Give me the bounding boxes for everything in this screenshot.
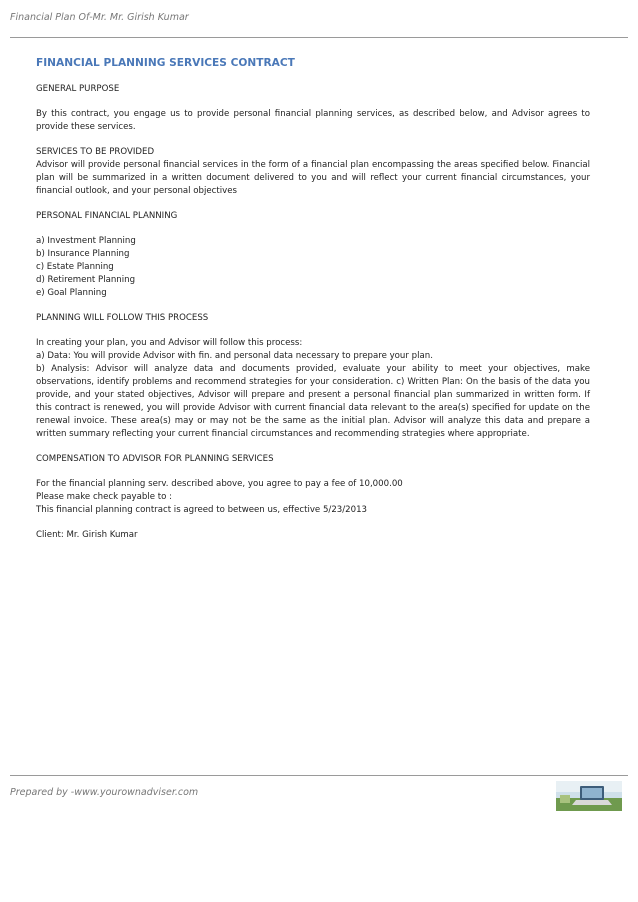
process-analysis: b) Analysis: Advisor will analyze data and documents provided, evaluate your ability to meet your objectives, make observations, identify problems and recommend strategies for your consideration. c) Written Plan: On the basis of the data you provide, and your stated objectives, Advisor will prepare and present a personal financial plan summarized in written form. If this contract is renewed, you will provide Advisor with current financial data relevant to the area(s) specified for update on the renewal invoice. These area(s) may or may not be the same as the initial plan. Advisor will analyze this data and prepare a written summary reflecting your current financial circumstances and recommending strategies where appropriate. [36,364,590,439]
list-item: d) Retirement Planning [36,275,136,285]
contract-body [36,57,590,542]
client-line: Client: Mr. Girish Kumar [36,530,138,540]
list-item: b) Insurance Planning [36,249,130,259]
page-header: Financial Plan Of-Mr. Mr. Girish Kumar [10,12,189,23]
section-heading: GENERAL PURPOSE [36,84,120,94]
section-heading: PLANNING WILL FOLLOW THIS PROCESS [36,313,209,323]
list-item: a) Investment Planning [36,236,136,246]
section-heading: SERVICES TO BE PROVIDED [36,147,155,157]
section-text: By this contract, you engage us to provide personal financial planning services, as described below, and Advisor agrees to provide these services. [36,109,590,132]
section-text: Advisor will provide personal financial services in the form of a financial plan encompassing the areas specified below. Financial plan will be summarized in a written document delivered to you and will reflect your current financial circumstances, your financial outlook, and your personal objectives [36,160,590,196]
fee-line: For the financial planning serv. described above, you agree to pay a fee of 10,000.00 [36,479,403,489]
section-heading: PERSONAL FINANCIAL PLANNING [36,211,178,221]
header-divider [10,37,628,38]
agreement-line: This financial planning contract is agreed to between us, effective 5/23/2013 [36,505,368,515]
check-line: Please make check payable to : [36,492,173,502]
document-title: FINANCIAL PLANNING SERVICES CONTRACT [36,57,295,69]
compensation-section [36,453,590,517]
laptop-thumbnail-icon [556,781,622,811]
personal-planning-section [36,210,590,300]
process-data: a) Data: You will provide Advisor with fin. and personal data necessary to prepare your plan. [36,351,433,361]
section-heading: COMPENSATION TO ADVISOR FOR PLANNING SERVICES [36,454,274,464]
list-item: c) Estate Planning [36,262,114,272]
process-intro: In creating your plan, you and Advisor will follow this process: [36,338,303,348]
list-item: e) Goal Planning [36,288,107,298]
services-section [36,146,590,198]
footer-divider [10,775,628,776]
general-purpose-section [36,83,590,134]
page-footer: Prepared by -www.yourownadviser.com [10,787,199,798]
process-section [36,312,590,441]
